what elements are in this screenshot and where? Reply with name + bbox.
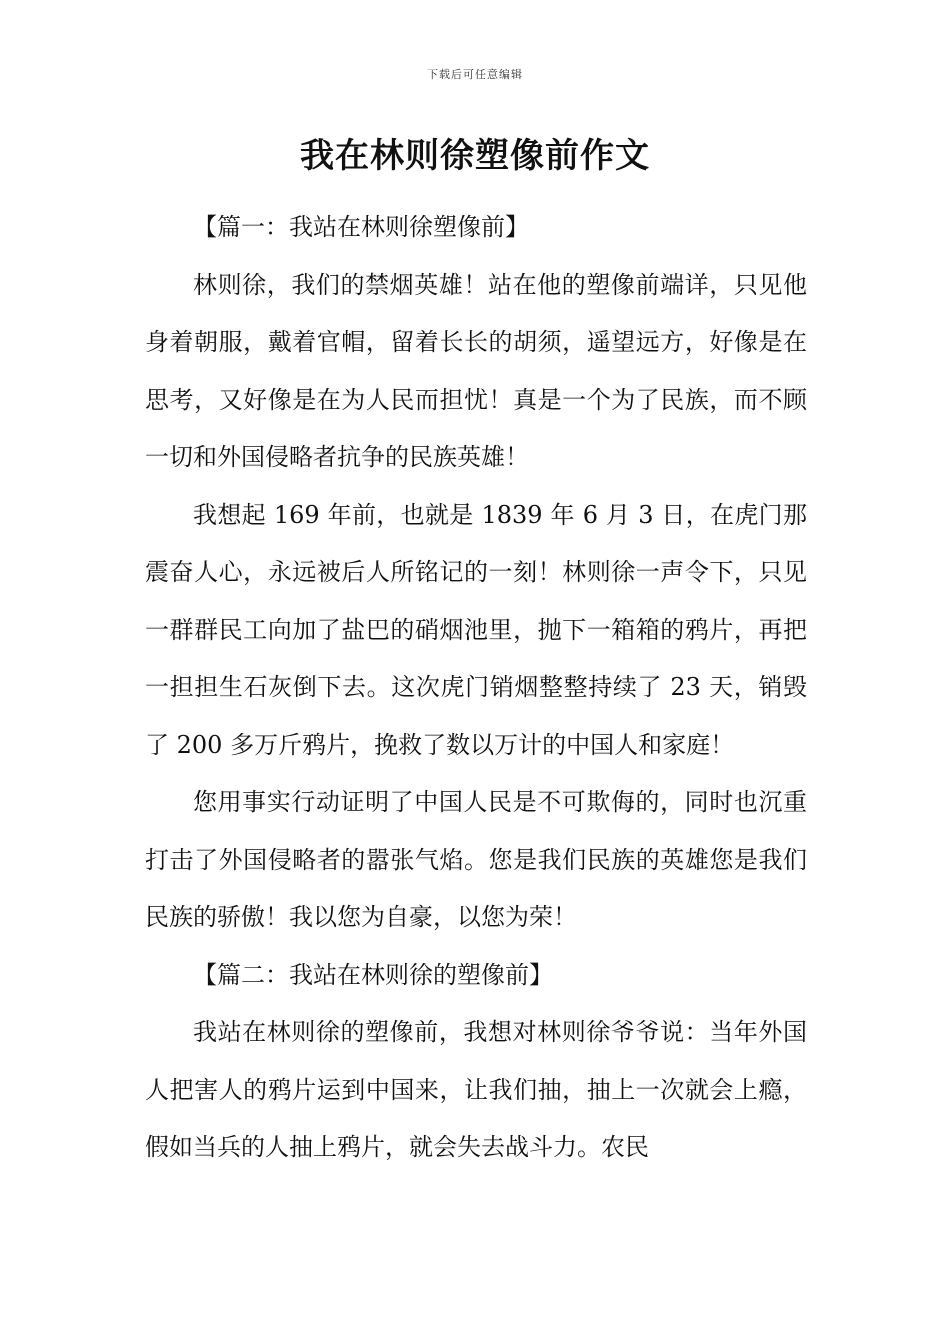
document-title: 我在林则徐塑像前作文 (300, 136, 650, 176)
header-note: 下载后可任意编辑 (427, 68, 523, 81)
paragraph: 我站在林则徐的塑像前，我想对林则徐爷爷说：当年外国人把害人的鸦片运到中国来，让我们抽，抽上一次就会上瘾，假如当兵的人抽上鸦片，就会失去战斗力。农民 (145, 1018, 807, 1161)
section-heading-1: 【篇一：我站在林则徐塑像前】 (193, 213, 529, 241)
section-heading-2: 【篇二：我站在林则徐的塑像前】 (193, 960, 553, 989)
paragraph: 林则徐，我们的禁烟英雄！站在他的塑像前端详，只见他身着朝服，戴着官帽，留着长长的胡须，遥望远方，好像是在思考，又好像是在为人民而担忧！真是一个为了民族，而不顾一切和外国侵略者抗争的民族英雄！ (145, 270, 807, 471)
paragraph: 我想起 169 年前，也就是 1839 年 6 月 3 日，在虎门那震奋人心，永远被后人所铭记的一刻！林则徐一声令下，只见一群群民工向加了盐巴的硝烟池里，抛下一箱箱的鸦片，再把一担担生石灰倒下去。这次虎门销烟整整持续了 23 天，销毁了 200 多万斤鸦片，挽救了数以万计的中国人和家庭！ (145, 500, 807, 759)
document-body (145, 199, 807, 1177)
paragraph: 您用事实行动证明了中国人民是不可欺侮的，同时也沉重打击了外国侵略者的嚣张气焰。您是我们民族的英雄您是我们民族的骄傲！我以您为自豪，以您为荣！ (145, 788, 807, 931)
